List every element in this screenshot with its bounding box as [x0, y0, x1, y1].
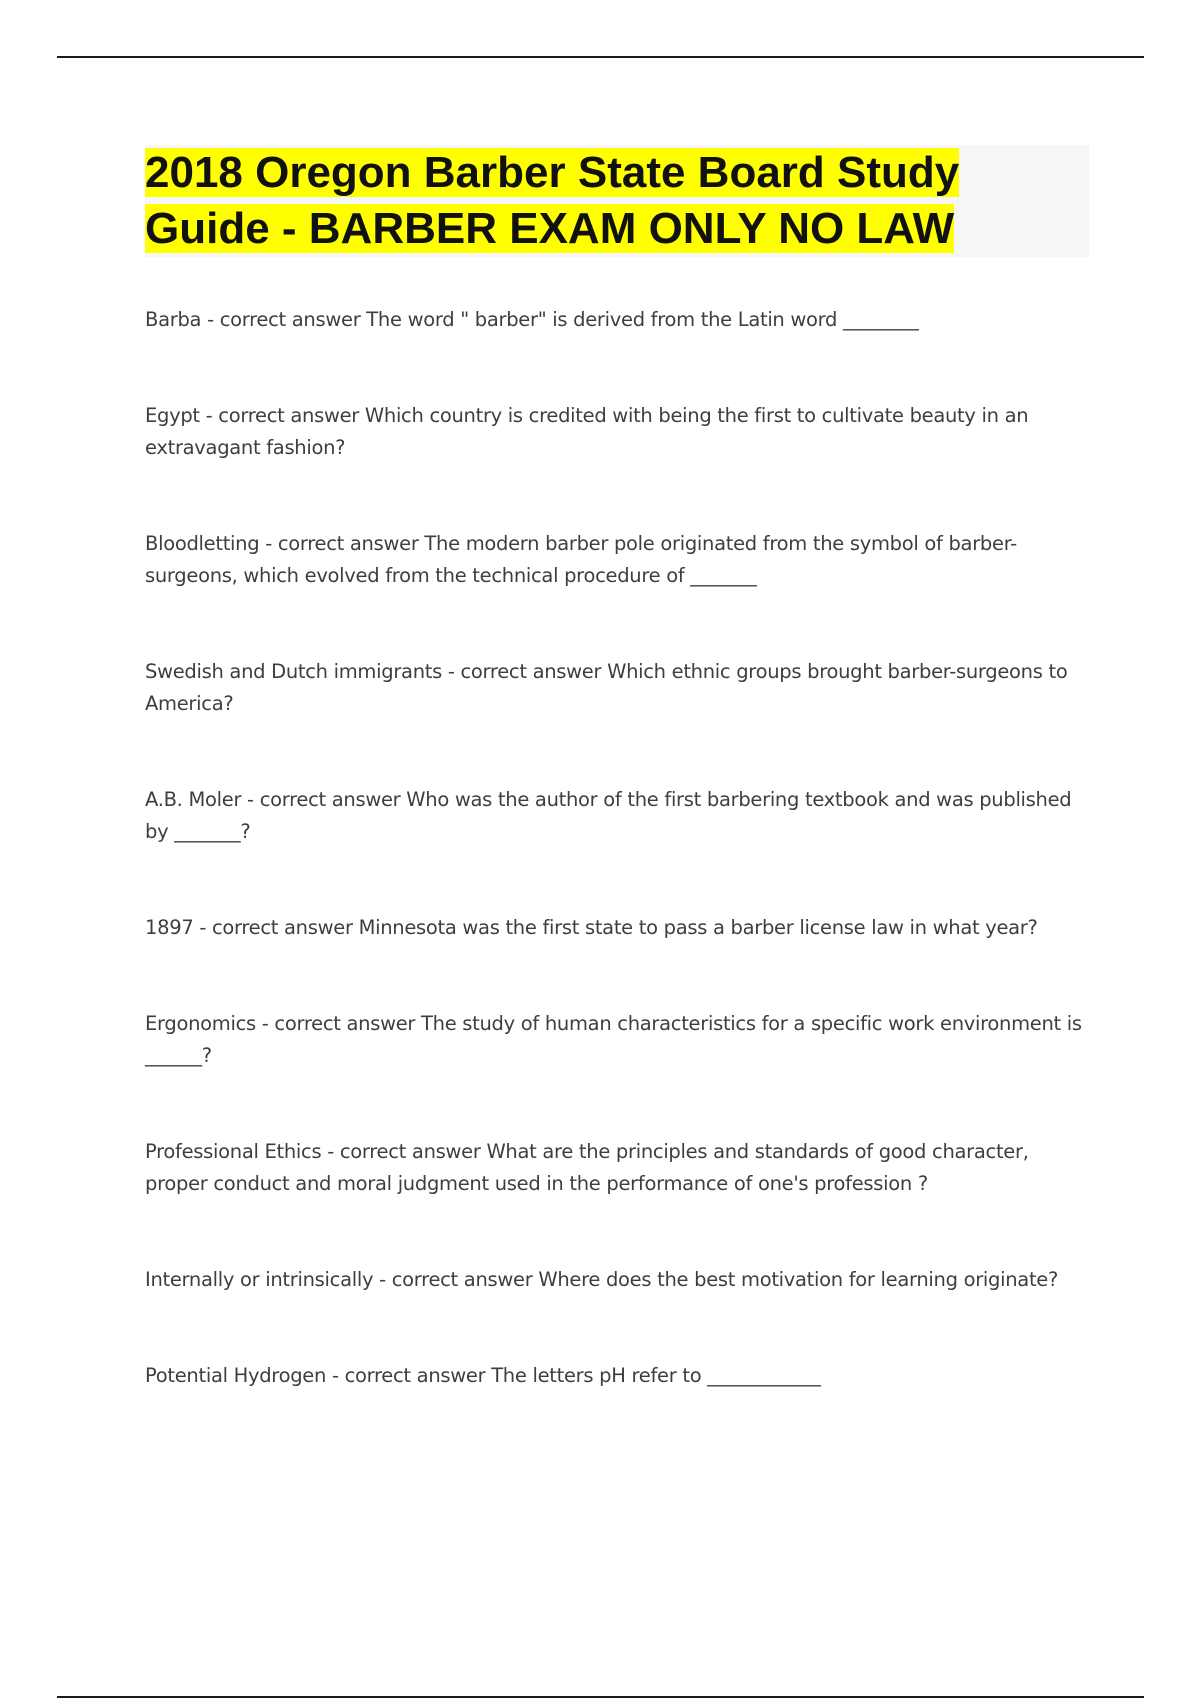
document-title: [145, 145, 1089, 257]
qa-item: Bloodletting - correct answer The modern barber pole originated from the symbol of barber-surgeons, which evolved from the technical procedure of _______: [145, 532, 1017, 587]
qa-item: Ergonomics - correct answer The study of human characteristics for a specific work environment is ______?: [145, 1012, 1082, 1067]
qa-item: Potential Hydrogen - correct answer The letters pH refer to ____________: [145, 1364, 821, 1387]
qa-item: Internally or intrinsically - correct answer Where does the best motivation for learning originate?: [145, 1268, 1059, 1291]
bottom-rule: [57, 1696, 1144, 1698]
qa-item: Egypt - correct answer Which country is credited with being the first to cultivate beauty in an extravagant fashion?: [145, 404, 1029, 459]
qa-item: A.B. Moler - correct answer Who was the author of the first barbering textbook and was published by _______?: [145, 788, 1072, 843]
qa-item: Barba - correct answer The word " barber" is derived from the Latin word ________: [145, 308, 919, 331]
document-title-text: 2018 Oregon Barber State Board Study Guide - BARBER EXAM ONLY NO LAW: [145, 148, 960, 253]
qa-list: [145, 304, 1095, 1456]
qa-item: 1897 - correct answer Minnesota was the first state to pass a barber license law in what year?: [145, 916, 1038, 939]
qa-item: Swedish and Dutch immigrants - correct answer Which ethnic groups brought barber-surgeons to America?: [145, 660, 1068, 715]
title-block: [145, 145, 1089, 257]
top-rule: [57, 56, 1144, 58]
qa-item: Professional Ethics - correct answer What are the principles and standards of good character, proper conduct and moral judgment used in the performance of one's profession ?: [145, 1140, 1029, 1195]
